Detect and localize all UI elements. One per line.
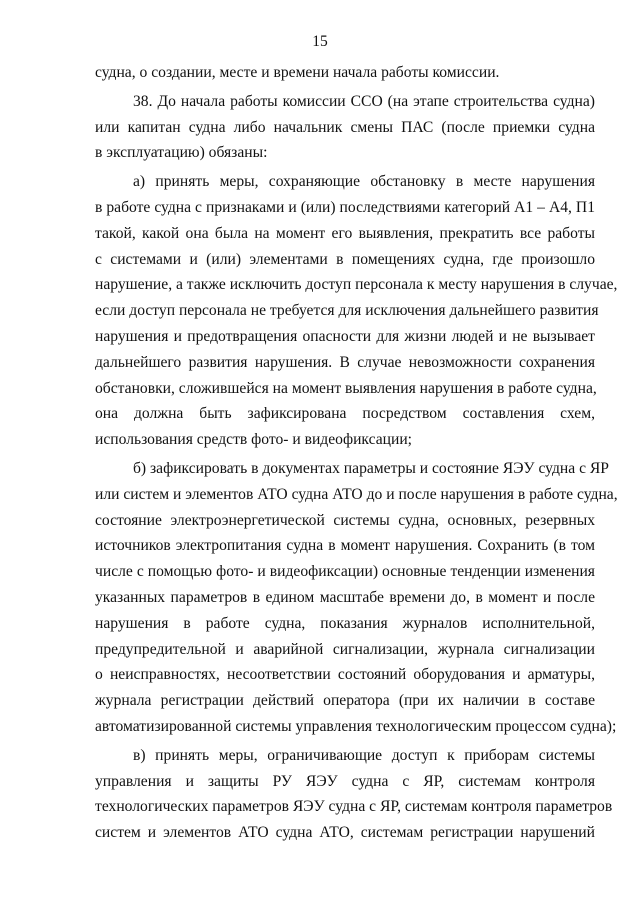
text-line: указанных параметров в едином масштабе времени до, в момент и после <box>95 588 595 606</box>
paragraph-subitem-a <box>95 169 618 453</box>
paragraph-subitem-b <box>95 456 618 740</box>
text-line: журнала регистрации действий оператора (при их наличии в составе <box>95 692 595 710</box>
text-line: или систем и элементов АТО судна АТО до и после нарушения в работе судна, <box>95 485 618 503</box>
text-line: если доступ персонала не требуется для исключения дальнейшего развития <box>95 302 599 320</box>
text-line: о неисправностях, несоответствии состояний оборудования и арматуры, <box>95 666 595 684</box>
text-line: автоматизированной системы управления технологическим процессом судна); <box>95 717 617 735</box>
text-line: такой, какой она была на момент его выявления, прекратить все работы <box>95 224 595 242</box>
text-line: с системами и (или) элементами в помещениях судна, где произошло <box>95 250 595 268</box>
paragraph-item-38 <box>95 89 595 166</box>
text-line: нарушения в работе судна, показания журналов исполнительной, <box>95 614 595 632</box>
text-line: в эксплуатацию) обязаны: <box>95 144 268 162</box>
page-number: 15 <box>312 33 328 50</box>
text-line: в работе судна с признаками и (или) последствиями категорий А1 – А4, П1 <box>95 198 595 216</box>
text-line: а) принять меры, сохраняющие обстановку в месте нарушения <box>133 173 595 191</box>
text-line: предупредительной и аварийной сигнализации, журнала сигнализации <box>95 640 595 658</box>
text-line: в) принять меры, ограничивающие доступ к приборам системы <box>133 746 595 764</box>
paragraph-continuation <box>95 60 595 86</box>
text-line: нарушения и предотвращения опасности для жизни людей и не вызывает <box>95 327 595 345</box>
text-line: использования средств фото- и видеофиксации; <box>95 431 412 449</box>
text-line: обстановки, сложившейся на момент выявления нарушения в работе судна, <box>95 379 597 397</box>
paragraph-subitem-v <box>95 743 613 846</box>
text-line: б) зафиксировать в документах параметры и состояние ЯЭУ судна с ЯР <box>133 459 609 477</box>
text-line: нарушение, а также исключить доступ персонала к месту нарушения в случае, <box>95 276 618 294</box>
text-line: числе с помощью фото- и видеофиксации) основные тенденции изменения <box>95 563 595 581</box>
text-line: источников электропитания судна в момент нарушения. Сохранить (в том <box>95 537 595 555</box>
document-body <box>95 60 618 846</box>
text-line: 38. До начала работы комиссии ССО (на этапе строительства судна) <box>133 92 595 110</box>
text-line: она должна быть зафиксирована посредством составления схем, <box>95 405 595 423</box>
text-line: технологических параметров ЯЭУ судна с ЯР, системам контроля параметров <box>95 798 613 816</box>
text-line: дальнейшего развития нарушения. В случае невозможности сохранения <box>95 353 595 371</box>
text-line: или капитан судна либо начальник смены ПАС (после приемки судна <box>95 118 595 136</box>
text-line: судна, о создании, месте и времени начала работы комиссии. <box>95 64 500 81</box>
text-line: состояние электроэнергетической системы судна, основных, резервных <box>95 511 595 529</box>
text-line: систем и элементов АТО судна АТО, системам регистрации нарушений <box>95 824 595 842</box>
text-line: управления и защиты РУ ЯЭУ судна с ЯР, системам контроля <box>95 772 595 790</box>
